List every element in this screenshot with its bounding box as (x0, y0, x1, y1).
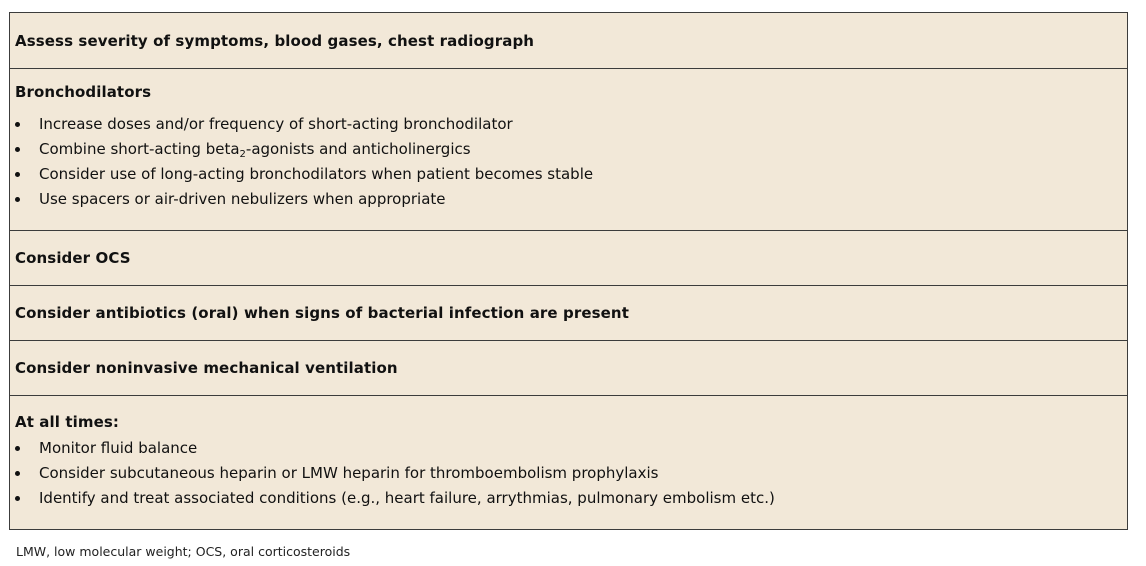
row-at-all-times (10, 395, 1127, 529)
row-bronchodilators (10, 68, 1127, 230)
list-item (15, 486, 1127, 511)
list-item (15, 461, 1127, 486)
footnote: LMW, low molecular weight; OCS, oral corticosteroids (16, 544, 351, 559)
bronchodilators-heading: Bronchodilators (15, 83, 152, 101)
row-antibiotics (10, 285, 1127, 340)
list-item (15, 187, 1127, 212)
bullet-icon (15, 496, 20, 501)
list-item (15, 436, 1127, 461)
bullet-icon (15, 122, 20, 127)
ocs-heading: Consider OCS (15, 249, 131, 267)
row-ocs (10, 230, 1127, 285)
list-item-text: -agonists and anticholinergics (245, 140, 471, 158)
bronchodilators-list (15, 112, 1127, 212)
subscript: 2 (239, 149, 246, 160)
bullet-icon (15, 446, 20, 451)
management-table (9, 12, 1128, 530)
bullet-icon (15, 147, 20, 152)
list-item-text: Combine short-acting beta (39, 140, 240, 158)
at-all-times-list (15, 436, 1127, 511)
list-item (15, 162, 1127, 187)
row-assess (10, 13, 1127, 68)
bullet-icon (15, 471, 20, 476)
list-item (15, 137, 1127, 162)
assess-heading: Assess severity of symptoms, blood gases, chest radiograph (15, 31, 535, 50)
ventilation-heading: Consider noninvasive mechanical ventilation (15, 359, 398, 377)
list-item-text: Increase doses and/or frequency of short-acting bronchodilator (39, 115, 513, 133)
list-item-text: Use spacers or air-driven nebulizers when appropriate (39, 190, 446, 208)
list-item-text: Monitor fluid balance (39, 439, 198, 457)
antibiotics-heading: Consider antibiotics (oral) when signs of bacterial infection are present (15, 304, 629, 322)
bullet-icon (15, 197, 20, 202)
bullet-icon (15, 172, 20, 177)
list-item (15, 112, 1127, 137)
list-item-text: Consider use of long-acting bronchodilators when patient becomes stable (39, 165, 594, 183)
list-item-text: Identify and treat associated conditions (e.g., heart failure, arrythmias, pulmonary embolism etc.) (39, 489, 775, 507)
list-item-text: Consider subcutaneous heparin or LMW heparin for thromboembolism prophylaxis (39, 464, 659, 482)
at-all-times-heading: At all times: (15, 413, 119, 431)
row-ventilation (10, 340, 1127, 395)
